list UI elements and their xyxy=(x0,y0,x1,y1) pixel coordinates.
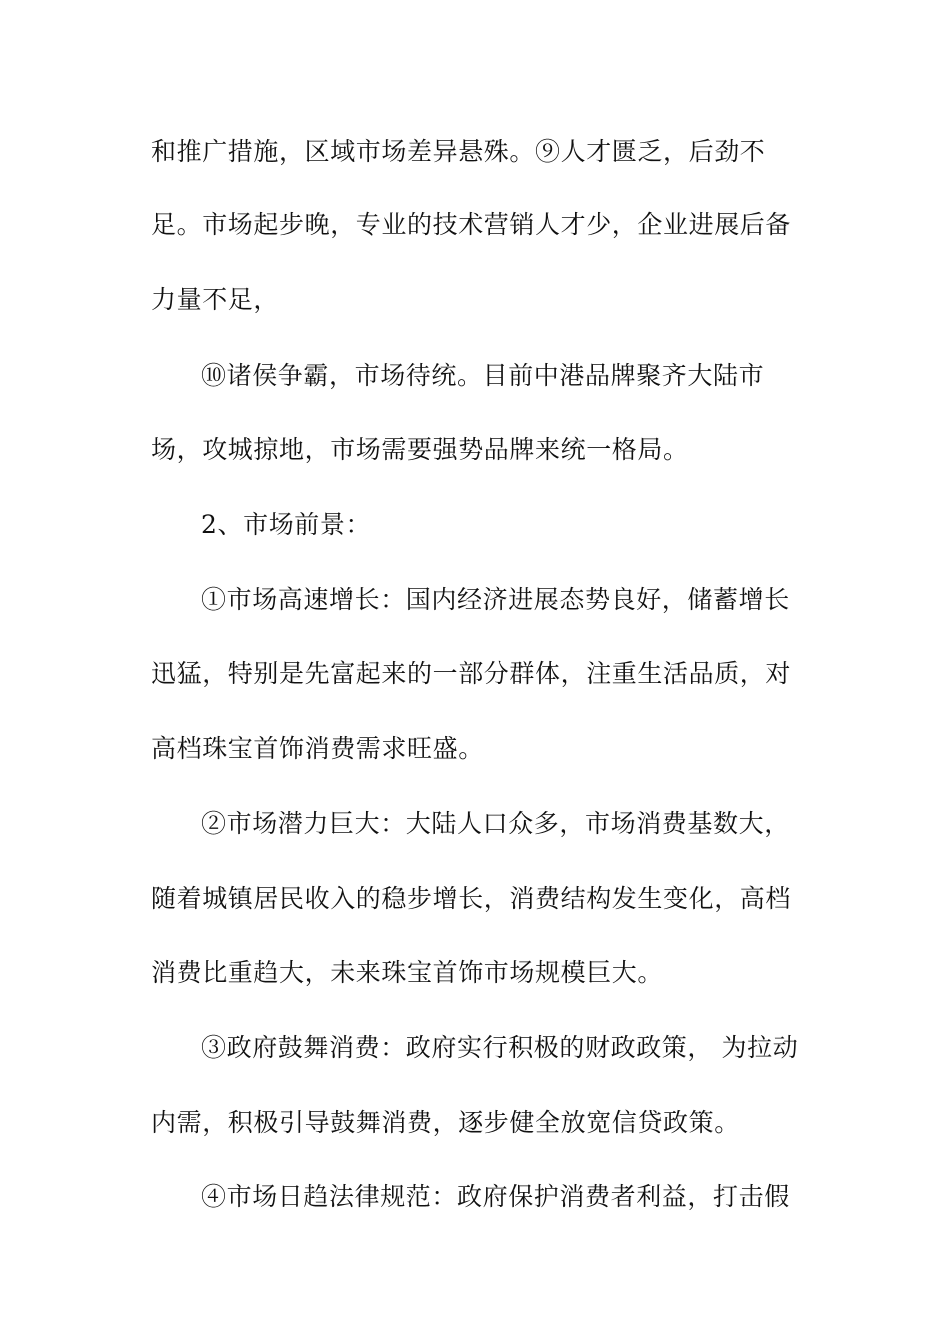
text-line: ③政府鼓舞消费：政府实行积极的财政政策， 为拉动 xyxy=(201,1033,799,1062)
text-line: 足。市场起步晚，专业的技术营销人才少，企业进展后备 xyxy=(151,210,792,239)
text-line: 迅猛，特别是先富起来的一部分群体，注重生活品质，对 xyxy=(151,659,792,688)
text-line: 消费比重趋大，未来珠宝首饰市场规模巨大。 xyxy=(151,958,664,987)
text-line: ②市场潜力巨大：大陆人口众多，市场消费基数大， xyxy=(201,809,790,838)
text-line: 和推广措施，区域市场差异悬殊。⑨人才匮乏，后劲不 xyxy=(151,137,766,166)
section-heading: 2、市场前景： xyxy=(201,510,372,539)
text-line: ④市场日趋法律规范：政府保护消费者利益，打击假 xyxy=(201,1182,790,1211)
text-line: 力量不足， xyxy=(151,285,280,314)
text-line: 内需，积极引导鼓舞消费，逐步健全放宽信贷政策。 xyxy=(151,1108,740,1137)
text-line: ⑩诸侯争霸，市场待统。目前中港品牌聚齐大陆市 xyxy=(201,361,765,390)
text-line: 高档珠宝首饰消费需求旺盛。 xyxy=(151,734,484,763)
text-line: 随着城镇居民收入的稳步增长，消费结构发生变化，高档 xyxy=(151,884,792,913)
text-line: 场，攻城掠地，市场需要强势品牌来统一格局。 xyxy=(151,435,689,464)
text-line: ①市场高速增长：国内经济进展态势良好，储蓄增长 xyxy=(201,585,790,614)
